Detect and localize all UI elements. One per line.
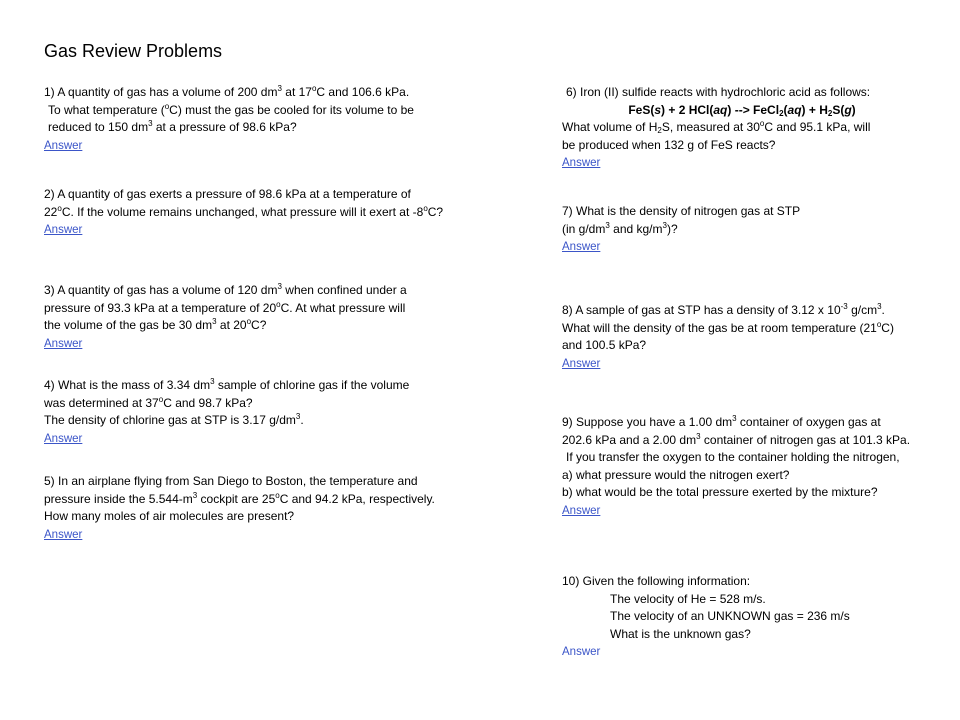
- problem-8-line-2: What will the density of the gas be at room temperature (21$^o$C): [562, 319, 894, 335]
- problem-1-line-2: To what temperature ($^o$C) must the gas be cooled for its volume to be: [48, 101, 414, 117]
- problem-10-line-3: The velocity of an UNKNOWN gas = 236 m/s: [610, 609, 850, 623]
- answer-link-4[interactable]: Answer: [44, 432, 83, 445]
- problem-10: [562, 573, 850, 662]
- problem-6-line-1: 6) Iron (II) sulfide reacts with hydrochloric acid as follows:: [566, 85, 871, 99]
- problem-7: [562, 203, 800, 257]
- problem-4: [44, 377, 409, 448]
- problem-3-line-3: the volume of the gas be 30 $dm^3$ at 20$^o$C?: [44, 317, 267, 332]
- problem-6-line-4: be produced when 132 g of FeS reacts?: [562, 137, 776, 152]
- problem-5-line-1: 5) In an airplane flying from San Diego to Boston, the temperature and: [44, 474, 418, 488]
- problem-2-line-2: 22$^o$C. If the volume remains unchanged, what pressure will it exert at -8$^o$C?: [44, 203, 444, 219]
- problem-9-line-1: 9) Suppose you have a 1.00 $dm^3$ container of oxygen gas at: [562, 414, 881, 429]
- problem-4-line-3: The density of chlorine gas at STP is 3.17 $g/dm^3$.: [44, 412, 304, 427]
- problem-4-line-1: 4) What is the mass of 3.34 $dm^3$ sample of chlorine gas if the volume: [44, 377, 410, 392]
- problem-8-line-1: 8) A sample of gas at STP has a density of 3.12 x $10^{-3}$ $g/cm^3$.: [562, 302, 885, 317]
- answer-link-1[interactable]: Answer: [44, 139, 83, 152]
- page-title: Gas Review Problems: [44, 41, 223, 61]
- answer-link-7[interactable]: Answer: [562, 241, 601, 253]
- problem-10-line-2: The velocity of He = 528 m/s.: [610, 591, 766, 606]
- answer-link-3[interactable]: Answer: [44, 337, 83, 350]
- problem-8-line-3: and 100.5 kPa?: [562, 338, 647, 352]
- problem-5-line-2: pressure inside the $5.544-m^3$ cockpit are 25$^o$C and 94.2 kPa, respectively.: [44, 490, 435, 506]
- problem-1-line-1: 1) A quantity of gas has a volume of 200 $dm^3$ at 17$^o$C and 106.6 kPa.: [44, 84, 410, 99]
- problem-7-line-2: (in $g/dm^3$ and $kg/m^3$)?: [562, 220, 678, 236]
- problem-6: [562, 84, 922, 173]
- answer-link-9[interactable]: Answer: [562, 504, 601, 517]
- problem-4-line-2: was determined at 37$^o$C and 98.7 kPa?: [44, 394, 253, 410]
- problem-9-line-4: a) what pressure would the nitrogen exert?: [562, 467, 790, 482]
- problem-1-line-3: reduced to 150 $dm^3$ at a pressure of 98.6 kPa?: [48, 119, 297, 134]
- problem-5: [44, 473, 435, 544]
- problem-5-line-3: How many moles of air molecules are present?: [44, 509, 295, 523]
- chemical-equation: FeS(s) + 2 HCl(aq) --> FeCl$_2$(aq) + $H_2S(g)$: [628, 102, 856, 118]
- answer-link-10[interactable]: Answer: [562, 646, 601, 658]
- answer-link-6[interactable]: Answer: [562, 157, 601, 169]
- problem-3-line-1: 3) A quantity of gas has a volume of 120 $dm^3$ when confined under a: [44, 282, 407, 297]
- answer-link-8[interactable]: Answer: [562, 357, 601, 370]
- problem-2-line-1: 2) A quantity of gas exerts a pressure of 98.6 kPa at a temperature of: [44, 187, 411, 201]
- problem-2: [44, 186, 443, 240]
- problem-10-line-4: What is the unknown gas?: [610, 626, 751, 641]
- problem-9: [562, 414, 910, 520]
- problem-9-line-2: 202.6 kPa and a 2.00 $dm^3$ container of nitrogen gas at 101.3 kPa.: [562, 431, 911, 447]
- problem-9-line-5: b) what would be the total pressure exerted by the mixture?: [562, 485, 878, 499]
- answer-link-2[interactable]: Answer: [44, 224, 83, 236]
- problem-6-line-3: What volume of $H_2S$, measured at 30$^o$C and 95.1 kPa, will: [562, 119, 871, 135]
- problem-8: [562, 302, 894, 373]
- problem-3: [44, 282, 407, 353]
- problem-7-line-1: 7) What is the density of nitrogen gas at STP: [562, 204, 801, 218]
- problem-3-line-2: pressure of 93.3 kPa at a temperature of 20$^o$C. At what pressure will: [44, 299, 406, 315]
- answer-link-5[interactable]: Answer: [44, 528, 83, 541]
- problem-9-line-3: If you transfer the oxygen to the container holding the nitrogen,: [566, 450, 900, 464]
- problem-1: [44, 84, 414, 155]
- problem-10-line-1: 10) Given the following information:: [562, 574, 751, 588]
